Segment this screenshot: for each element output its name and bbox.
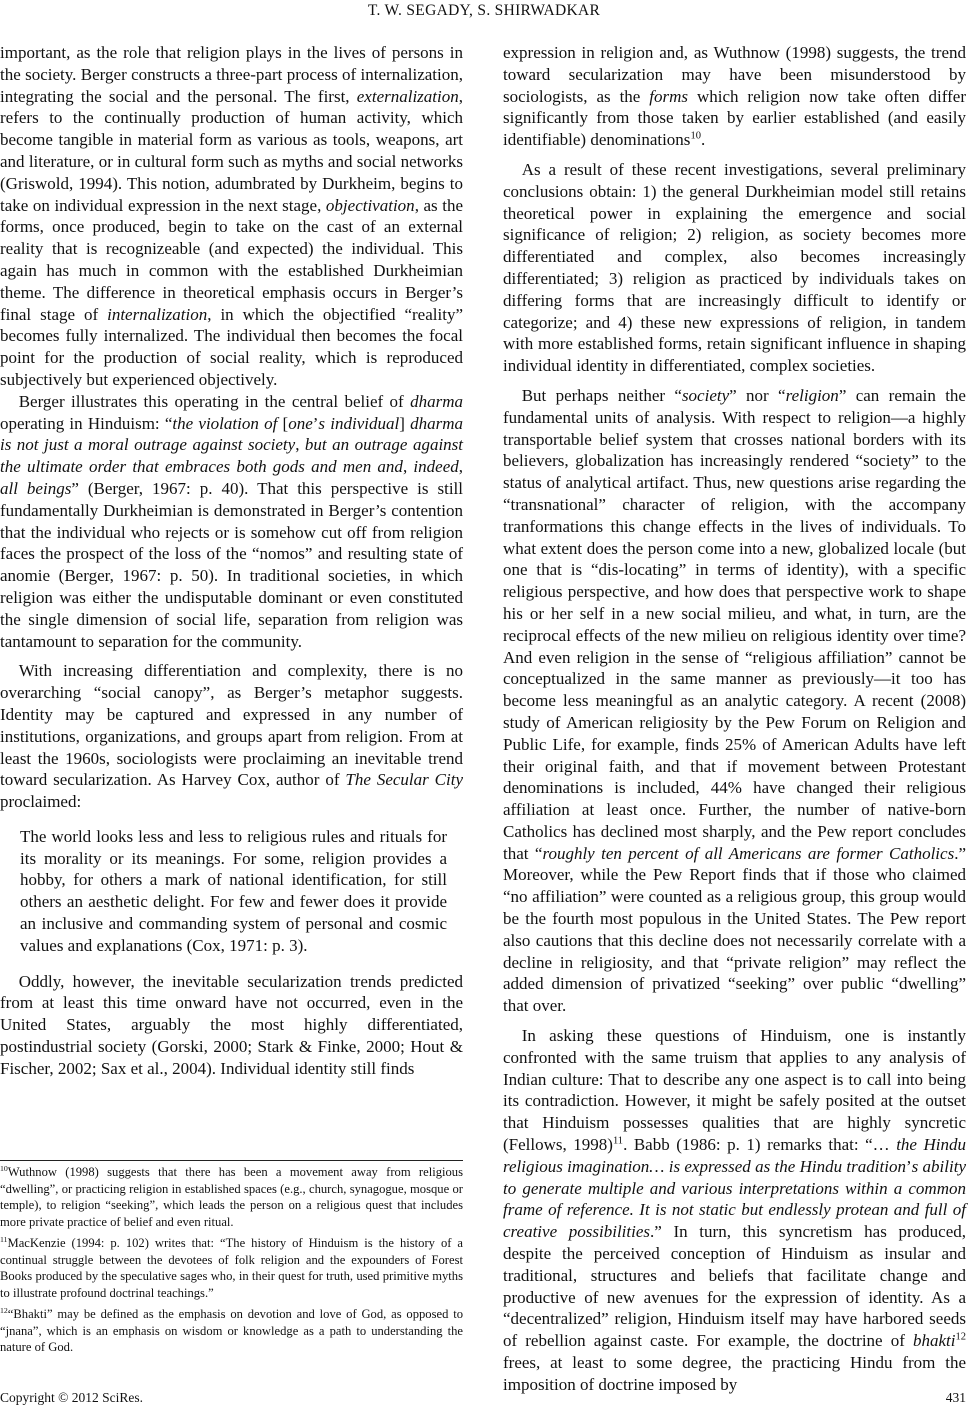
- footnote: [0, 1306, 463, 1356]
- text-run: ,: [458, 457, 463, 477]
- italic-text: indeed: [413, 457, 459, 477]
- text-run: ’: [312, 413, 319, 433]
- paragraph: As a result of these recent investigations, several preliminary conclusions obtain: 1) the general Durkheimian model still retains theoretical power in explaining the emergence and social significance of religion; 2) religion, as society becomes more differentiated and complex, also becomes increasingly differentiated; 3) religion as practiced by individuals takes on differing forms that are increasingly difficult to identify or categorize; and 4) these new expressions of religion, in tandem with more established forms, retain significant influence in shaping individual identity in differentiated, complex societies.: [503, 159, 966, 376]
- text-run: ” (Berger, 1967: p. 40). That this perspective is still fundamentally Durkheimian is demonstrated in Berger’s contention that the individual who rejects or is somehow cut off from religion faces the prospect of the loss of the “nomos” and resulting state of anomie (Berger, 1967: p. 50). In traditional societies, in which religion was either the undisputable dominant or even constituted the single dimension of social life, separation from religion was tantamount to separation for the community.: [0, 478, 463, 651]
- footnote-ref: 11: [612, 1135, 624, 1147]
- footnote: [0, 1164, 463, 1230]
- paragraph: [503, 385, 966, 1017]
- italic-text: s ability to generate multiple and various interpretations within a common frame of reference. It is not static but endlessly protean and full of creative possibilities: [503, 1156, 966, 1242]
- footnote-number: 11: [0, 1234, 8, 1244]
- italic-text: society: [681, 385, 730, 405]
- footnote-number: 10: [0, 1163, 8, 1173]
- footnote: [0, 1235, 463, 1301]
- italic-text: but an outrage against the ultimate order that embraces both gods and men and: [0, 435, 464, 477]
- left-column: [0, 42, 463, 1080]
- italic-text: the Hindu religious imagination… is expressed as the Hindu tradition: [503, 1135, 966, 1176]
- italic-text: forms: [649, 86, 689, 106]
- paragraph: [0, 391, 463, 653]
- text-run: Berger illustrates this operating in the central belief of: [18, 391, 411, 411]
- italic-text: internalization: [107, 304, 208, 324]
- paragraph: [0, 42, 463, 391]
- running-head: T. W. SEGADY, S. SHIRWADKAR: [367, 2, 601, 19]
- italic-text: objectivation: [325, 195, 415, 215]
- text-run: , in which the objectified “reality” becomes fully internalized. The individual then becomes the focal point for the production of social reality, which is reproduced subjectively but experienced objectively.: [0, 304, 463, 389]
- italic-text: externalization: [356, 86, 459, 106]
- text-run: , refers to the continually production of human activity, which become tangible in material form as various as tools, weapons, art and literature, or in cultural form such as myths and social networks (Griswold, 1994). This notion, adumbrated by Durkheim, begins to take on individual expression in the next stage,: [0, 86, 463, 215]
- text-run: In asking these questions of Hinduism, one is instantly confronted with the same truism that applies to any analysis of Indian culture: That to describe any one aspect is to call into being its contradiction. However, it might be safely posited at the outset that Hinduism possesses qualities that are highly syncretic (Fellows, 1998): [503, 1026, 966, 1155]
- italic-text: dharma is not just a moral outrage against society: [0, 413, 463, 455]
- footnote-ref: 12: [955, 1331, 966, 1343]
- footnote-text: “Bhakti” may be defined as the emphasis on devotion and love of God, as opposed to “jnana”, which is an emphasis on wisdom or knowledge as a path to understanding the nature of God.: [0, 1307, 463, 1354]
- footnote-text: Wuthnow (1998) suggests that there has been a movement away from religious “dwelling”, or practicing religion in established spaces (e.g., church, synagogue, mosque or temple), to religion “seeking”, which leads the person on a religious quest that includes more private practice of belief and even ritual.: [0, 1165, 463, 1229]
- right-column: [503, 42, 966, 1396]
- italic-text: the violation of: [172, 413, 278, 433]
- text-run: But perhaps neither “: [521, 385, 682, 405]
- page-number: 431: [945, 1390, 966, 1405]
- paragraph: [503, 42, 966, 151]
- text-run: , as the forms, once produced, begin to take on the cast of an external reality that is recognizeable (and expected) the individual. This again has much in common with the established Durkheimian theme. The difference in theoretical emphasis occurs in Berger’s final stage of: [0, 195, 463, 324]
- footnotes: [0, 1160, 463, 1361]
- footnote-number: 12: [0, 1305, 8, 1315]
- text-run: ,: [295, 435, 305, 455]
- text-run: .” Moreover, while the Pew Report finds that if those who claimed “no affiliation” were counted as a religious group, this group would be the fourth most populous in the United States. The Pew report also cautions that this decline does not necessarily correlate with a decline in religiosity, and that “private religion” may reflect the added dimension of privatized “seeking” over public “dwelling” that over.: [503, 843, 966, 1016]
- text-run: .: [700, 130, 706, 150]
- italic-text: one: [288, 413, 313, 433]
- text-run: [: [277, 413, 289, 433]
- text-run: which religion now take often differ significantly from those taken by earlier established (and easily identifiable) denominations: [503, 86, 967, 150]
- text-run: ’: [905, 1156, 912, 1176]
- italic-text: s individual: [318, 413, 400, 433]
- italic-text: dharma: [410, 391, 463, 411]
- text-run: ” nor “: [729, 385, 786, 405]
- block-quote: The world looks less and less to religious rules and rituals for its morality or its meanings. For some, religion provides a hobby, for others a mark of national identification, for still others an aesthetic delight. For few and fewer does it provide an inclusive and commanding system of personal and cosmic values and explanations (Cox, 1971: p. 3).: [20, 826, 447, 955]
- paragraph: [0, 660, 463, 813]
- text-run: proclaimed:: [0, 792, 82, 812]
- footnote-text: MacKenzie (1994: p. 102) writes that: “The history of Hinduism is the history of a continual struggle between the devotees of folk religion and the expounders of Forest Books produced by the speculative sages who, in their quest for truth, used primitive myths to illustrate profound doctrinal teachings.”: [0, 1236, 463, 1300]
- italic-text: roughly ten percent of all Americans are former Catholics: [542, 843, 955, 863]
- text-run: .” In turn, this syncretism has produced, despite the perceived conception of Hinduism as insular and traditional, structures and beliefs that facilitate change and productive of new avenues for the expression of identity. As a “decentralized” religion, Hinduism itself may have harbored seeds of rebellion against caste. For example, the doctrine of: [503, 1222, 966, 1351]
- italic-text: bhakti: [912, 1331, 956, 1351]
- italic-text: religion: [785, 385, 839, 405]
- copyright: Copyright © 2012 SciRes.: [0, 1390, 144, 1405]
- footnote-ref: 10: [690, 130, 701, 142]
- italic-text: all beings: [0, 478, 72, 498]
- text-run: ]: [399, 413, 411, 433]
- paragraph: [503, 1025, 966, 1396]
- text-run: frees, at least to some degree, the practicing Hindu from the imposition of doctrine imposed by: [503, 1353, 966, 1394]
- text-run: ” can remain the fundamental units of analysis. With respect to religion—a highly transportable belief system that crosses national borders with its believers, globalization has increasingly rendered “society” to the status of analytical artifact. Thus, new questions arise regarding the “transnational” character of religion, with the accompany tranformations this change effects in the lives of individuals. To what extent does the person come into a new, globalized locale (but one that is “dis-locating” in terms of identity), with a specific religious perspective, and how does that perspective work to shape his or her self in a new social milieu, and what, in turn, are the reciprocal effects of the new milieu on religious identity over time? And even religion in the sense of “religious affiliation” cannot be conceptualized in the same manner as previously—it too has become less meaningful as an analytic category. A recent (2008) study of American religiosity by the Pew Forum on Religion and Public Life, for example, finds 25% of American Adults have left their original faith, and that if movement between Protestant denominations is included, 44% have changed their religious affiliation at least once. Further, the number of native-born Catholics has declined most sharply, and the Pew report concludes that “: [503, 385, 966, 863]
- paragraph: Oddly, however, the inevitable secularization trends predicted from at least this time onward have not occurred, even in the United States, arguably the most highly differentiated, postindustrial society (Gorski, 2000; Stark & Finke, 2000; Hout & Fischer, 2002; Sax et al., 2004). Individual identity still finds: [0, 971, 463, 1078]
- text-run: important, as the role that religion plays in the lives of persons in the society. Berger constructs a three-part process of internalization, integrating the social and the personal. The first,: [0, 43, 463, 106]
- italic-text: The Secular City: [345, 770, 463, 790]
- text-run: With increasing differentiation and complexity, there is no overarching “social canopy”, as Berger’s metaphor suggests. Identity may be captured and expressed in any number of institutions, organizations, and groups apart from religion. From at least the 1960s, sociologists were proclaiming an inevitable trend toward secularization. As Harvey Cox, author of: [0, 661, 463, 790]
- text-run: ,: [402, 457, 414, 477]
- text-run: operating in Hinduism: “: [0, 413, 173, 433]
- text-run: expression in religion and, as Wuthnow (1998) suggests, the trend toward secularization may have been misunderstood by sociologists, as the: [503, 43, 966, 106]
- text-run: . Babb (1986: p. 1) remarks that: “…: [623, 1135, 897, 1155]
